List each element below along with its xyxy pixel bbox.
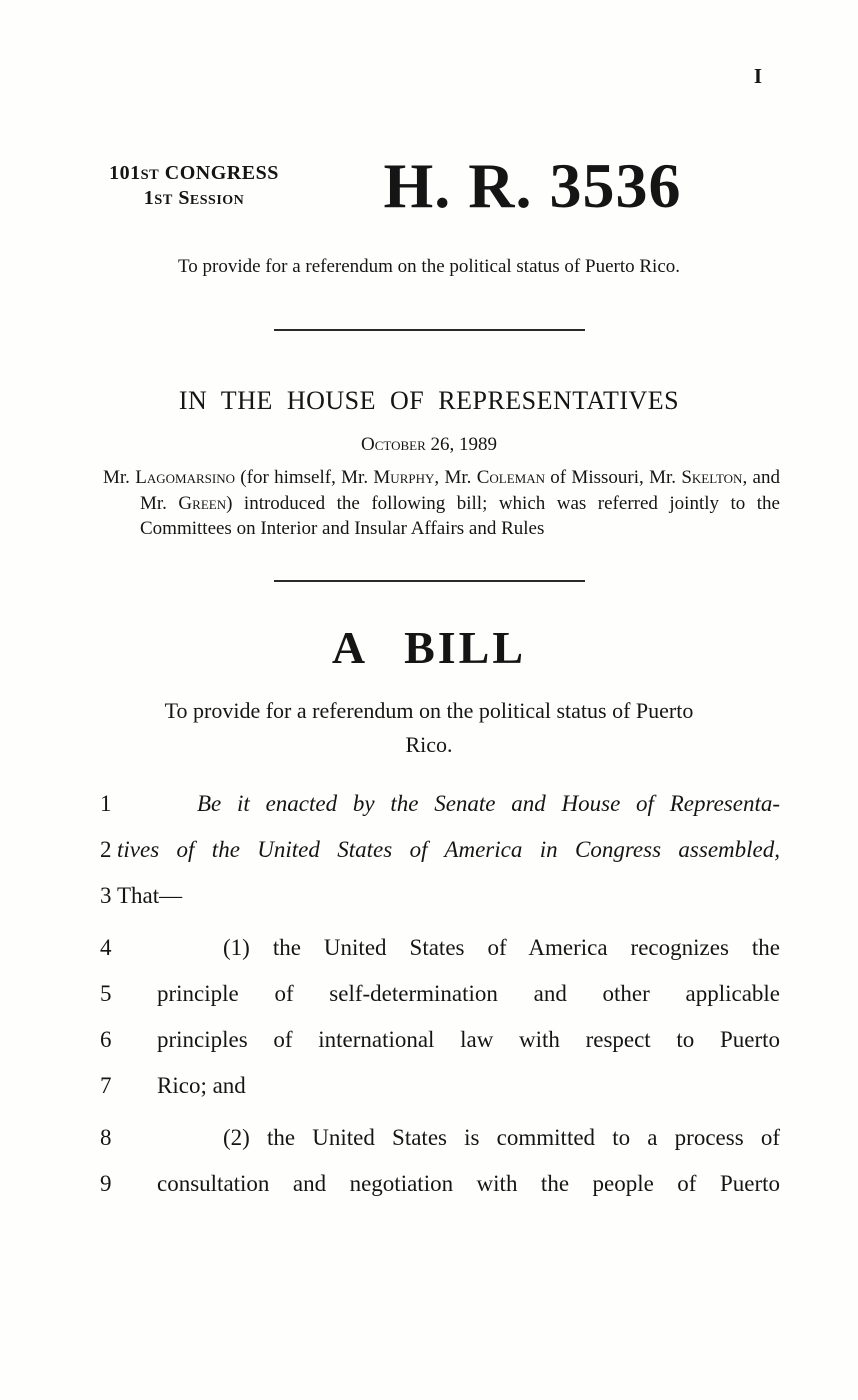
sponsor-text: of Missouri, Mr. [544, 467, 682, 488]
line-text: (1) the United States of America recognizes the [223, 934, 780, 960]
sponsor-name: Skelton [681, 467, 743, 488]
sponsor-paragraph [103, 465, 780, 542]
line-number: 6 [100, 1026, 112, 1052]
long-title [0, 694, 858, 762]
line-number: 9 [100, 1170, 112, 1196]
divider-rule-top [274, 329, 585, 331]
bill-header [103, 150, 780, 222]
long-title-line: To provide for a referendum on the political status of Puerto [164, 697, 694, 723]
bill-line [100, 781, 858, 827]
divider-rule-middle [274, 580, 585, 582]
line-text: Rico; and [157, 1072, 246, 1098]
bill-line [100, 873, 858, 919]
line-number: 5 [100, 980, 112, 1006]
line-text: Be it enacted by the Senate and House of Representa- [197, 790, 780, 816]
line-text: (2) the United States is committed to a process of [223, 1124, 780, 1150]
congress-line: 101ST CONGRESS [109, 162, 279, 184]
short-title: To provide for a referendum on the political status of Puerto Rico. [177, 256, 681, 277]
chamber-heading: IN THE HOUSE OF REPRESENTATIVES [178, 386, 680, 415]
bill-line [100, 925, 858, 971]
congress-session-block [103, 150, 285, 212]
introduction-date: October 26, 1989 [360, 434, 498, 455]
sponsor-text: , Mr. [434, 467, 477, 488]
bill-number: H. R. 3536 [383, 150, 682, 221]
sponsor-text: ) introduced the following bill; which was referred jointly to the Committees on Interior and Insular Affairs and Rules [140, 492, 780, 539]
line-text: consultation and negotiation with the people of Puerto [157, 1170, 780, 1196]
sponsor-name: Green [178, 492, 227, 514]
sponsor-name: Coleman [476, 467, 545, 488]
bill-line [100, 1115, 858, 1161]
line-number: 1 [100, 790, 112, 816]
line-number: 2 [100, 836, 112, 862]
line-text: That— [117, 882, 183, 908]
page-number: I [753, 64, 762, 88]
sponsor-name: Lagomarsino [135, 467, 235, 488]
session-line: 1ST Session [143, 187, 245, 209]
line-text: principle of self-determination and other applicable [157, 980, 780, 1006]
sponsor-text: (for himself, Mr. [234, 467, 374, 488]
line-number: 4 [100, 934, 112, 960]
sponsor-text: , and Mr. [140, 467, 780, 514]
sponsor-text: Mr. [103, 467, 136, 488]
line-number: 8 [100, 1124, 112, 1150]
bill-line [100, 827, 858, 873]
line-number: 3 [100, 882, 112, 908]
bill-line [100, 1063, 858, 1109]
line-text: principles of international law with respect to Puerto [157, 1026, 780, 1052]
sponsor-name: Murphy [373, 467, 435, 488]
bill-heading: A BILL [331, 621, 527, 673]
line-text: tives of the United States of America in Congress assembled, [117, 836, 780, 862]
line-number: 7 [100, 1072, 112, 1098]
bill-line [100, 1161, 858, 1207]
bill-line [100, 1017, 858, 1063]
bill-line [100, 971, 858, 1017]
long-title-line: Rico. [405, 731, 453, 757]
bill-body [100, 781, 858, 1207]
